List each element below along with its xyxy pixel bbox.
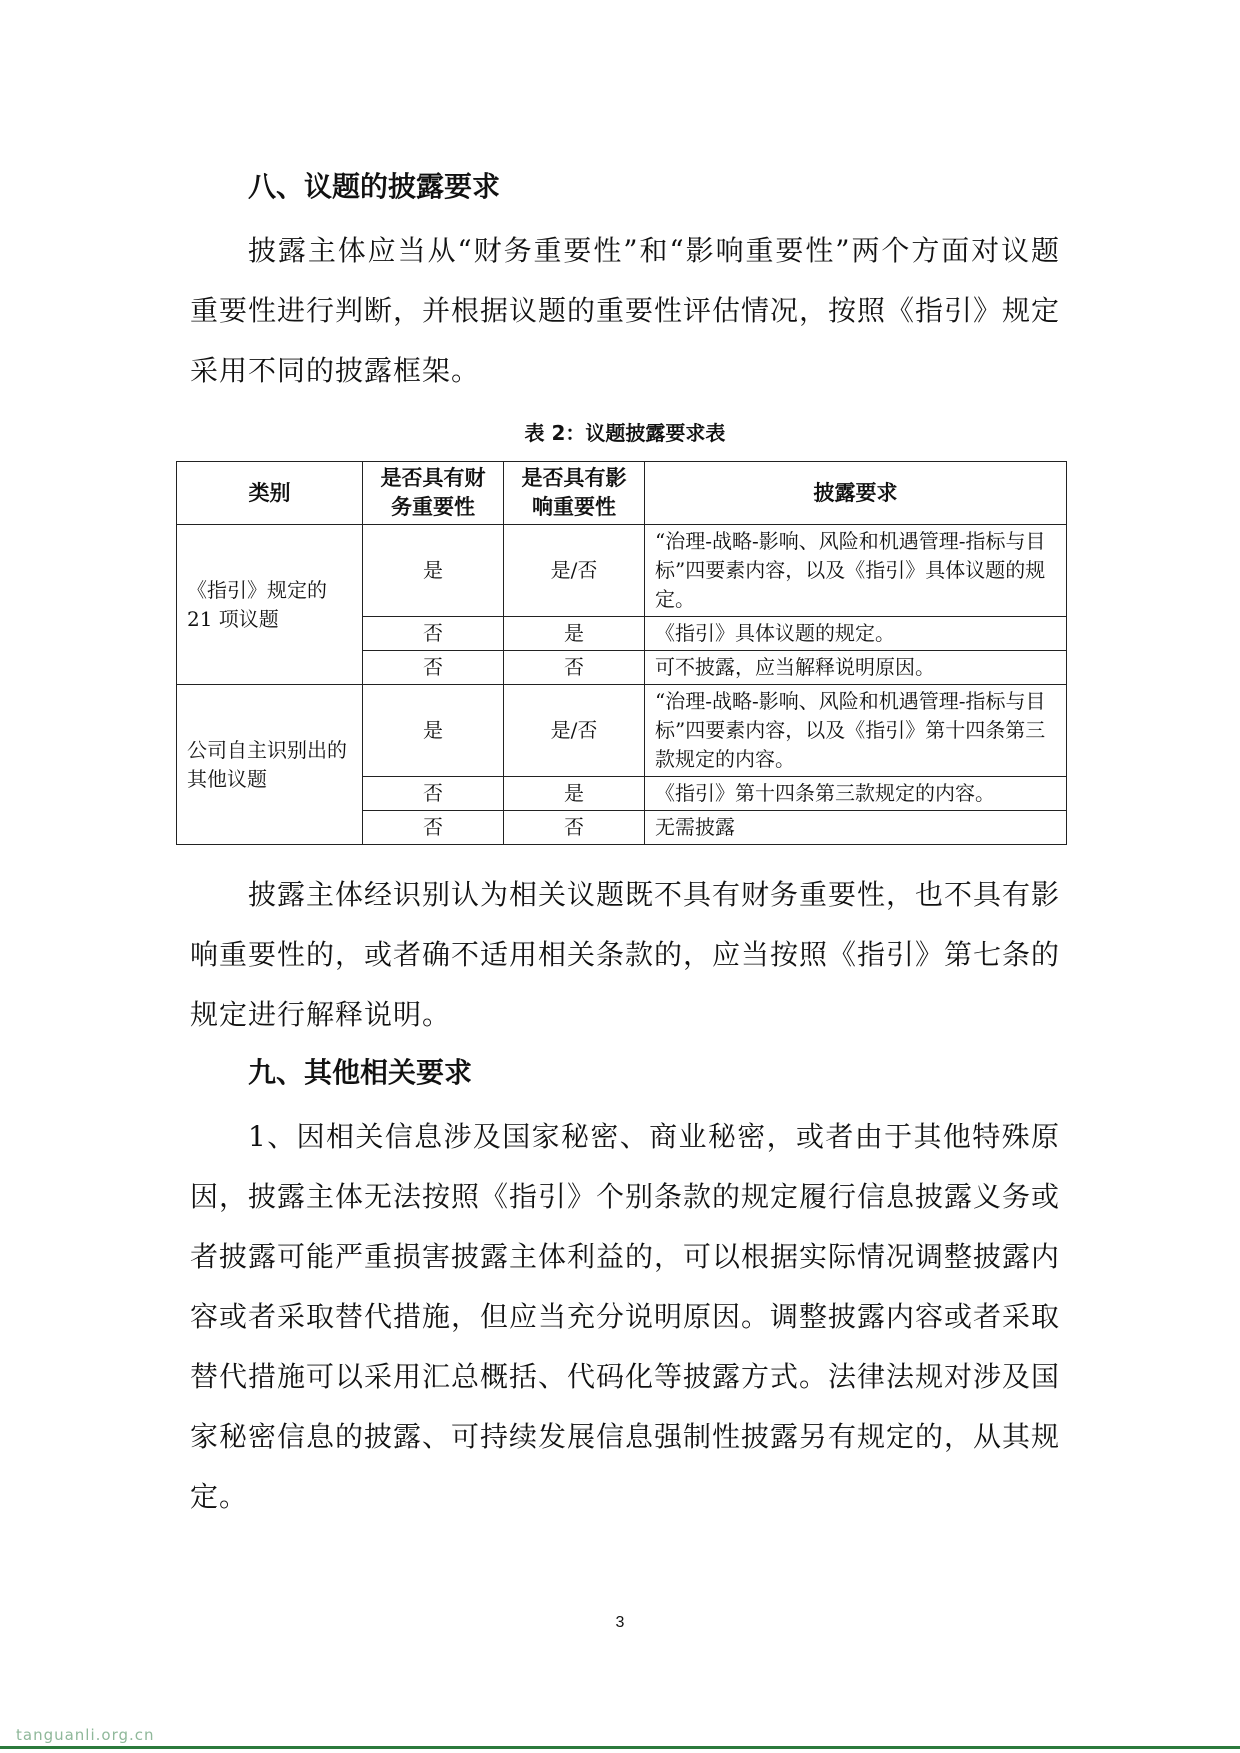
disclosure-requirements-table: [176, 461, 1067, 845]
header-impact-materiality: 是否具有影响重要性: [504, 462, 645, 525]
impact-cell: 是: [504, 777, 645, 811]
site-watermark[interactable]: tanguanli.org.cn: [16, 1726, 155, 1744]
section-9-paragraph: 1、因相关信息涉及国家秘密、商业秘密，或者由于其他特殊原因，披露主体无法按照《指引》个别条款的规定履行信息披露义务或者披露可能严重损害披露主体利益的，可以根据实际情况调整披露内容或者采取替代措施，但应当充分说明原因。调整披露内容或者采取替代措施可以采用汇总概括、代码化等披露方式。法律法规对涉及国家秘密信息的披露、可持续发展信息强制性披露另有规定的，从其规定。: [190, 1120, 1061, 1513]
header-financial-materiality: 是否具有财务重要性: [363, 462, 504, 525]
impact-cell: 是: [504, 617, 645, 651]
financial-cell: 是: [363, 525, 504, 617]
section-8-heading: 八、议题的披露要求: [248, 170, 501, 203]
impact-cell: 是/否: [504, 525, 645, 617]
table-row: [177, 525, 1067, 617]
requirement-cell: 无需披露: [645, 811, 1067, 845]
financial-cell: 否: [363, 617, 504, 651]
after-table-paragraph: 披露主体经识别认为相关议题既不具有财务重要性，也不具有影响重要性的，或者确不适用相关条款的，应当按照《指引》第七条的规定进行解释说明。: [190, 878, 1061, 1031]
requirement-cell: “治理-战略-影响、风险和机遇管理-指标与目标”四要素内容，以及《指引》具体议题的规定。: [645, 525, 1067, 617]
section-8-paragraph: 披露主体应当从“财务重要性”和“影响重要性”两个方面对议题重要性进行判断，并根据议题的重要性评估情况，按照《指引》规定采用不同的披露框架。: [190, 234, 1061, 387]
impact-cell: 否: [504, 651, 645, 685]
section-9-heading: 九、其他相关要求: [248, 1056, 473, 1089]
header-category: 类别: [177, 462, 363, 525]
financial-cell: 否: [363, 651, 504, 685]
category-cell-other-topics: 公司自主识别出的其他议题: [177, 685, 363, 845]
table-header-row: [177, 462, 1067, 525]
bottom-border-line: [0, 1746, 1240, 1749]
requirement-cell: “治理-战略-影响、风险和机遇管理-指标与目标”四要素内容，以及《指引》第十四条第三款规定的内容。: [645, 685, 1067, 777]
requirement-cell: 《指引》第十四条第三款规定的内容。: [645, 777, 1067, 811]
financial-cell: 否: [363, 811, 504, 845]
table-caption: 表 2：议题披露要求表: [524, 421, 726, 445]
category-cell-guideline-topics: 《指引》规定的 21 项议题: [177, 525, 363, 685]
financial-cell: 否: [363, 777, 504, 811]
impact-cell: 是/否: [504, 685, 645, 777]
requirement-cell: 可不披露，应当解释说明原因。: [645, 651, 1067, 685]
impact-cell: 否: [504, 811, 645, 845]
page-content: [187, 165, 1061, 1527]
table-row: [177, 685, 1067, 777]
requirement-cell: 《指引》具体议题的规定。: [645, 617, 1067, 651]
financial-cell: 是: [363, 685, 504, 777]
header-disclosure-requirement: 披露要求: [645, 462, 1067, 525]
page-number: 3: [615, 1614, 625, 1631]
